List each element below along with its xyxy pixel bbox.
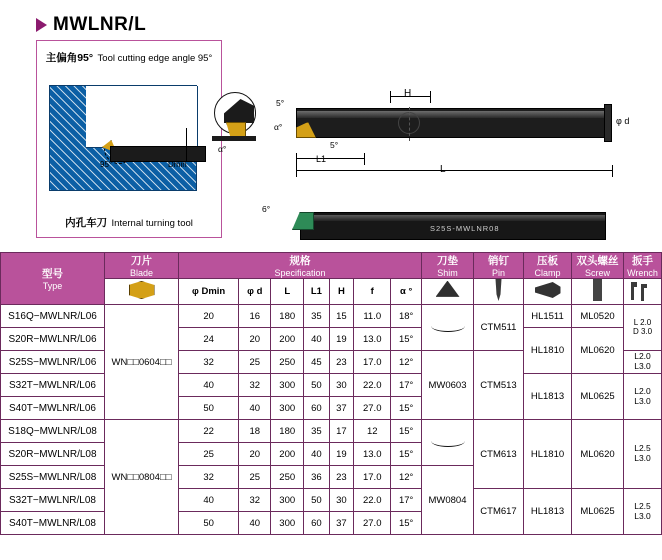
- header-pin-en: Pin: [491, 268, 505, 278]
- cell-dmin: 32: [179, 351, 239, 374]
- illustration-area: [0, 36, 662, 248]
- icon-cell-wrench: [624, 279, 662, 305]
- cell-clamp: HL1511: [524, 305, 572, 328]
- L1-tick-right: [364, 153, 365, 165]
- L-tick-left: [296, 165, 297, 177]
- cell-clamp: HL1810: [524, 328, 572, 374]
- cell-dmin: 22: [179, 420, 239, 443]
- cell-pin: CTM513: [474, 351, 524, 420]
- clamp-icon: [535, 282, 561, 298]
- cell-screw: ML0625: [572, 374, 624, 420]
- cell-blade: WN□□0804□□: [105, 420, 179, 535]
- cell-d: 25: [239, 351, 271, 374]
- header-clamp-en: Clamp: [534, 268, 561, 278]
- cell-d: 32: [239, 374, 271, 397]
- panel-footer: [37, 212, 221, 232]
- insert-detail-drawing: [210, 92, 272, 166]
- page-title-text: MWLNR/L: [53, 14, 147, 35]
- cell-alpha: 17°: [391, 489, 422, 512]
- cell-clamp: HL1810: [524, 420, 572, 489]
- cell-H: 23: [329, 351, 354, 374]
- cell-type: S25S−MWLNR/L08: [1, 466, 105, 489]
- header-pin: [474, 253, 524, 279]
- cell-dmin: 50: [179, 512, 239, 535]
- cell-type: S20R−MWLNR/L08: [1, 443, 105, 466]
- subheader-H: H: [329, 279, 354, 305]
- panel-footer-en: Internal turning tool: [111, 218, 193, 229]
- cell-shim: [422, 305, 474, 351]
- cell-shim: MW0804: [422, 466, 474, 535]
- header-wrench-en: Wrench: [627, 268, 658, 278]
- cell-alpha: 17°: [391, 374, 422, 397]
- cell-L1: 35: [304, 305, 329, 328]
- cell-wrench: L2.0 L3.0: [624, 351, 662, 374]
- cell-pin: CTM613: [474, 420, 524, 489]
- tool-diagram-panel: [36, 40, 222, 238]
- cell-d: 20: [239, 328, 271, 351]
- icon-cell-clamp: [524, 279, 572, 305]
- cell-d: 32: [239, 489, 271, 512]
- table-header-row-1: [1, 253, 662, 279]
- angle-5-upper-label: 5°: [276, 98, 285, 108]
- header-spec-cn: 规格: [289, 255, 311, 267]
- cell-H: 15: [329, 305, 354, 328]
- table-row[interactable]: [1, 489, 662, 512]
- header-clamp: [524, 253, 572, 279]
- cell-dmin: 32: [179, 466, 239, 489]
- L-dimension-line: [296, 170, 612, 171]
- angle-5-lower-label: 5°: [330, 140, 339, 150]
- cell-type: S32T−MWLNR/L08: [1, 489, 105, 512]
- shim-icon: [436, 281, 460, 300]
- icon-cell-screw: [572, 279, 624, 305]
- icon-cell-blade: [105, 279, 179, 305]
- phi-d-label: φ d: [616, 116, 630, 126]
- cell-L1: 40: [304, 443, 329, 466]
- header-spec-en: Specification: [274, 268, 326, 278]
- arc-icon: [431, 320, 465, 332]
- cell-f: 13.0: [354, 443, 391, 466]
- cell-dmin: 20: [179, 305, 239, 328]
- specification-table: [0, 252, 662, 535]
- table-row[interactable]: [1, 374, 662, 397]
- cell-clamp: HL1813: [524, 374, 572, 420]
- cell-screw: ML0620: [572, 328, 624, 374]
- cell-dmin: 50: [179, 397, 239, 420]
- header-screw-en: Screw: [584, 268, 610, 278]
- cell-f: 17.0: [354, 466, 391, 489]
- insert-body-icon: [224, 99, 254, 123]
- bore-cavity: [86, 86, 198, 148]
- cell-dmin: 25: [179, 443, 239, 466]
- cell-alpha: 18°: [391, 305, 422, 328]
- header-shim: [422, 253, 474, 279]
- L-tick-right: [612, 165, 613, 177]
- cell-pin: CTM617: [474, 489, 524, 535]
- cell-type: S16Q−MWLNR/L06: [1, 305, 105, 328]
- cell-H: 23: [329, 466, 354, 489]
- subheader-L1: L1: [304, 279, 329, 305]
- cell-L: 250: [271, 351, 304, 374]
- header-screw-cn: 双头螺丝: [576, 255, 619, 267]
- insert-icon: [129, 281, 155, 299]
- cell-dmin: 24: [179, 328, 239, 351]
- cell-f: 22.0: [354, 374, 391, 397]
- header-blade: [105, 253, 179, 279]
- cell-d: 25: [239, 466, 271, 489]
- cell-f: 27.0: [354, 397, 391, 420]
- cell-L: 250: [271, 466, 304, 489]
- L-label: L: [440, 164, 446, 175]
- cell-clamp: HL1813: [524, 489, 572, 535]
- cell-blade: WN□□0604□□: [105, 305, 179, 420]
- cell-H: 19: [329, 328, 354, 351]
- triangle-bullet-icon: [36, 18, 47, 32]
- cell-H: 30: [329, 489, 354, 512]
- cell-screw: ML0520: [572, 305, 624, 328]
- insert-gold-icon: [226, 122, 246, 137]
- page-title: [36, 14, 146, 36]
- subheader-d: φ d: [239, 279, 271, 305]
- dmin-dimension-line: [186, 128, 187, 162]
- cell-L: 300: [271, 489, 304, 512]
- subheader-alpha: α °: [391, 279, 422, 305]
- cell-f: 27.0: [354, 512, 391, 535]
- table-row[interactable]: [1, 328, 662, 351]
- header-screw: [572, 253, 624, 279]
- wrench-icon: [626, 280, 652, 304]
- icon-cell-pin: [474, 279, 524, 305]
- L1-label: L1: [316, 154, 327, 164]
- cell-H: 37: [329, 397, 354, 420]
- cell-d: 18: [239, 420, 271, 443]
- cell-dmin: 40: [179, 374, 239, 397]
- cell-f: 22.0: [354, 489, 391, 512]
- header-wrench-cn: 扳手: [632, 255, 653, 267]
- header-pin-cn: 销钉: [488, 255, 509, 267]
- cell-L1: 45: [304, 351, 329, 374]
- tool-shank-icon: [110, 146, 206, 162]
- insert-base-icon: [212, 136, 256, 141]
- cell-d: 20: [239, 443, 271, 466]
- cell-alpha: 15°: [391, 512, 422, 535]
- header-clamp-cn: 压板: [537, 255, 558, 267]
- alpha-label-bar: α°: [274, 122, 283, 132]
- cell-L: 180: [271, 420, 304, 443]
- screw-icon: [593, 279, 602, 301]
- header-type-cn: 型号: [42, 268, 63, 280]
- cell-wrench: L2.0 L3.0: [624, 374, 662, 420]
- panel-header-cn: 主偏角95°: [45, 52, 94, 64]
- dmin-label: Dmin: [168, 160, 187, 169]
- cell-L1: 60: [304, 512, 329, 535]
- panel-footer-cn: 内孔车刀: [65, 217, 108, 229]
- H-dimension-line: [390, 96, 430, 97]
- cell-shim: [422, 420, 474, 466]
- arc-icon: [431, 435, 465, 447]
- insert-alpha-label: α°: [218, 144, 227, 154]
- cell-dmin: 40: [179, 489, 239, 512]
- icon-cell-shim: [422, 279, 474, 305]
- cell-wrench: L2.5 L3.0: [624, 420, 662, 489]
- coolant-hole-icon: [398, 112, 420, 134]
- cell-d: 40: [239, 397, 271, 420]
- bar-end-cap-icon: [604, 104, 612, 142]
- H-tick-left: [390, 91, 391, 103]
- cell-alpha: 15°: [391, 397, 422, 420]
- cell-L: 180: [271, 305, 304, 328]
- boring-bar-top-view: [296, 108, 612, 138]
- L1-tick-left: [296, 153, 297, 165]
- cell-L1: 40: [304, 328, 329, 351]
- subheader-f: f: [354, 279, 391, 305]
- L1-dimension-line: [296, 158, 364, 159]
- H-dimension-label: H: [404, 88, 412, 99]
- bar2-insert-tip-icon: [292, 212, 314, 230]
- cell-L: 300: [271, 374, 304, 397]
- cell-shim: MW0603: [422, 351, 474, 420]
- header-blade-en: Blade: [129, 268, 154, 278]
- cell-H: 17: [329, 420, 354, 443]
- table-row[interactable]: [1, 420, 662, 443]
- subheader-dmin: φ Dmin: [179, 279, 239, 305]
- header-shim-en: Shim: [437, 268, 458, 278]
- cell-f: 12: [354, 420, 391, 443]
- cell-pin: CTM511: [474, 305, 524, 351]
- cell-f: 17.0: [354, 351, 391, 374]
- bar2-highlight: [301, 215, 605, 221]
- header-specification: [179, 253, 422, 279]
- table-row[interactable]: [1, 305, 662, 328]
- cell-type: S18Q−MWLNR/L08: [1, 420, 105, 443]
- cell-L: 300: [271, 512, 304, 535]
- cell-type: S40T−MWLNR/L06: [1, 397, 105, 420]
- bar-marking-text: S25S-MWLNR08: [430, 224, 500, 233]
- cell-type: S25S−MWLNR/L06: [1, 351, 105, 374]
- header-wrench: [624, 253, 662, 279]
- cell-f: 11.0: [354, 305, 391, 328]
- cell-wrench: L2.5 L3.0: [624, 489, 662, 535]
- cell-H: 30: [329, 374, 354, 397]
- bar-highlight: [297, 111, 611, 118]
- cell-type: S20R−MWLNR/L06: [1, 328, 105, 351]
- cell-screw: ML0625: [572, 489, 624, 535]
- cell-L: 200: [271, 443, 304, 466]
- cell-type: S40T−MWLNR/L08: [1, 512, 105, 535]
- cell-f: 13.0: [354, 328, 391, 351]
- header-type: [1, 253, 105, 305]
- cell-d: 16: [239, 305, 271, 328]
- cell-alpha: 15°: [391, 420, 422, 443]
- subheader-L: L: [271, 279, 304, 305]
- pin-icon: [494, 279, 504, 301]
- panel-header-en: Tool cutting edge angle 95°: [97, 53, 213, 64]
- cell-L1: 60: [304, 397, 329, 420]
- workpiece-hatch: [49, 85, 197, 191]
- cell-L1: 50: [304, 374, 329, 397]
- H-tick-right: [430, 91, 431, 103]
- cutting-angle-label: 95°: [100, 160, 113, 169]
- cell-screw: ML0620: [572, 420, 624, 489]
- angle-6-label: 6°: [262, 204, 271, 214]
- cell-L1: 50: [304, 489, 329, 512]
- table-body: [1, 305, 662, 535]
- cell-H: 19: [329, 443, 354, 466]
- cell-wrench: L 2.0 D 3.0: [624, 305, 662, 351]
- cell-L: 300: [271, 397, 304, 420]
- header-shim-cn: 刀垫: [437, 255, 458, 267]
- panel-header: [37, 47, 221, 67]
- header-blade-cn: 刀片: [131, 255, 152, 267]
- cell-type: S32T−MWLNR/L06: [1, 374, 105, 397]
- header-type-en: Type: [42, 281, 63, 291]
- cell-d: 40: [239, 512, 271, 535]
- cell-L: 200: [271, 328, 304, 351]
- cell-L1: 36: [304, 466, 329, 489]
- cell-L1: 35: [304, 420, 329, 443]
- cell-alpha: 15°: [391, 328, 422, 351]
- cell-alpha: 12°: [391, 466, 422, 489]
- cell-H: 37: [329, 512, 354, 535]
- cell-alpha: 15°: [391, 443, 422, 466]
- cell-alpha: 12°: [391, 351, 422, 374]
